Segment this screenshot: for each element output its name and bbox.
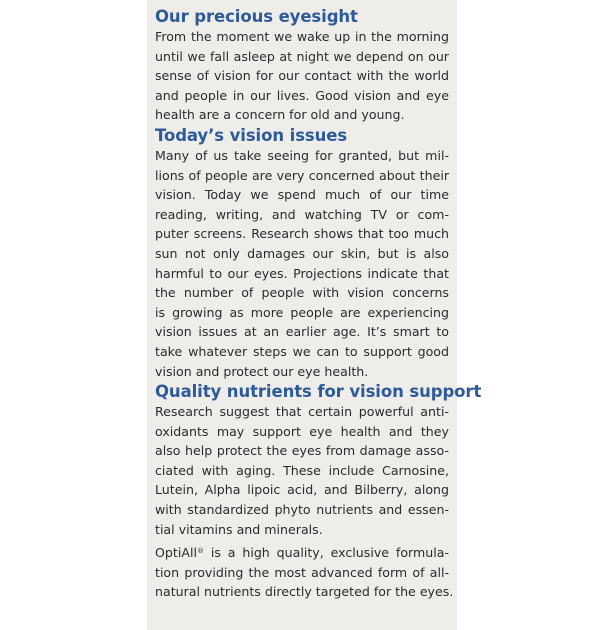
- paragraph-antioxidants: [155, 402, 449, 539]
- product-info-panel: [147, 0, 482, 630]
- text-line: sun not only damages our skin, but is also: [155, 245, 449, 261]
- text-line: From the moment we wake up in the morning: [155, 29, 449, 44]
- section-precious-eyesight: [155, 6, 449, 125]
- brand-name: OptiAll: [155, 545, 197, 561]
- text-line: natural nutrients directly targeted for the eyes.: [155, 584, 454, 600]
- text-line: [155, 543, 449, 563]
- text-line: lions of people are very concerned about their: [155, 167, 449, 183]
- text-line: the number of people with vision concerns: [155, 285, 449, 301]
- text-line: Lutein, Alpha lipoic acid, and Bilberry, along: [155, 482, 449, 498]
- heading-quality-nutrients: Quality nutrients for vision support: [155, 382, 482, 402]
- text-line: tial vitamins and minerals.: [155, 521, 323, 537]
- text-line: vision issues at an earlier age. It’s smart to: [155, 324, 449, 340]
- text-line: and people in our lives. Good vision and eye: [155, 87, 449, 103]
- heading-precious-eyesight: Our precious eyesight: [155, 7, 358, 26]
- text-line: sense of vision for our contact with the world: [155, 68, 449, 84]
- paragraph-vision-issues: [155, 146, 449, 381]
- text-line-rest: is a high quality, exclusive formula-: [203, 545, 449, 561]
- text-line: take whatever steps we can to support good: [155, 343, 449, 359]
- text-line: vision and protect our eye health.: [155, 363, 369, 379]
- text-line: tion providing the most advanced form of all-: [155, 564, 449, 580]
- text-line: until we fall asleep at night we depend on our: [155, 48, 449, 64]
- text-line: is growing as more people are experiencing: [155, 304, 449, 320]
- text-line: Research suggest that certain powerful anti-: [155, 404, 449, 420]
- text-line: also help protect the eyes from damage asso-: [155, 443, 449, 459]
- text-line: harmful to our eyes. Projections indicate that: [155, 265, 449, 281]
- text-line: health are a concern for old and young.: [155, 107, 405, 123]
- heading-vision-issues: Today’s vision issues: [155, 125, 348, 145]
- text-line: vision. Today we spend much of our time: [155, 187, 449, 203]
- paragraph-optiall: [155, 543, 454, 602]
- text-line: reading, writing, and watching TV or com-: [155, 206, 449, 222]
- text-line: puter screens. Research shows that too much: [155, 226, 449, 242]
- text-line: ciated with aging. These include Carnosine,: [155, 462, 449, 478]
- paragraph-precious-eyesight: [155, 27, 449, 125]
- text-line: Many of us take seeing for granted, but mil-: [155, 147, 449, 163]
- section-vision-issues: [155, 125, 449, 381]
- text-line: oxidants may support eye health and they: [155, 423, 449, 439]
- section-quality-nutrients: [155, 381, 482, 602]
- text-line: with standardized phyto nutrients and essen-: [155, 502, 449, 518]
- registered-mark: ®: [196, 547, 204, 556]
